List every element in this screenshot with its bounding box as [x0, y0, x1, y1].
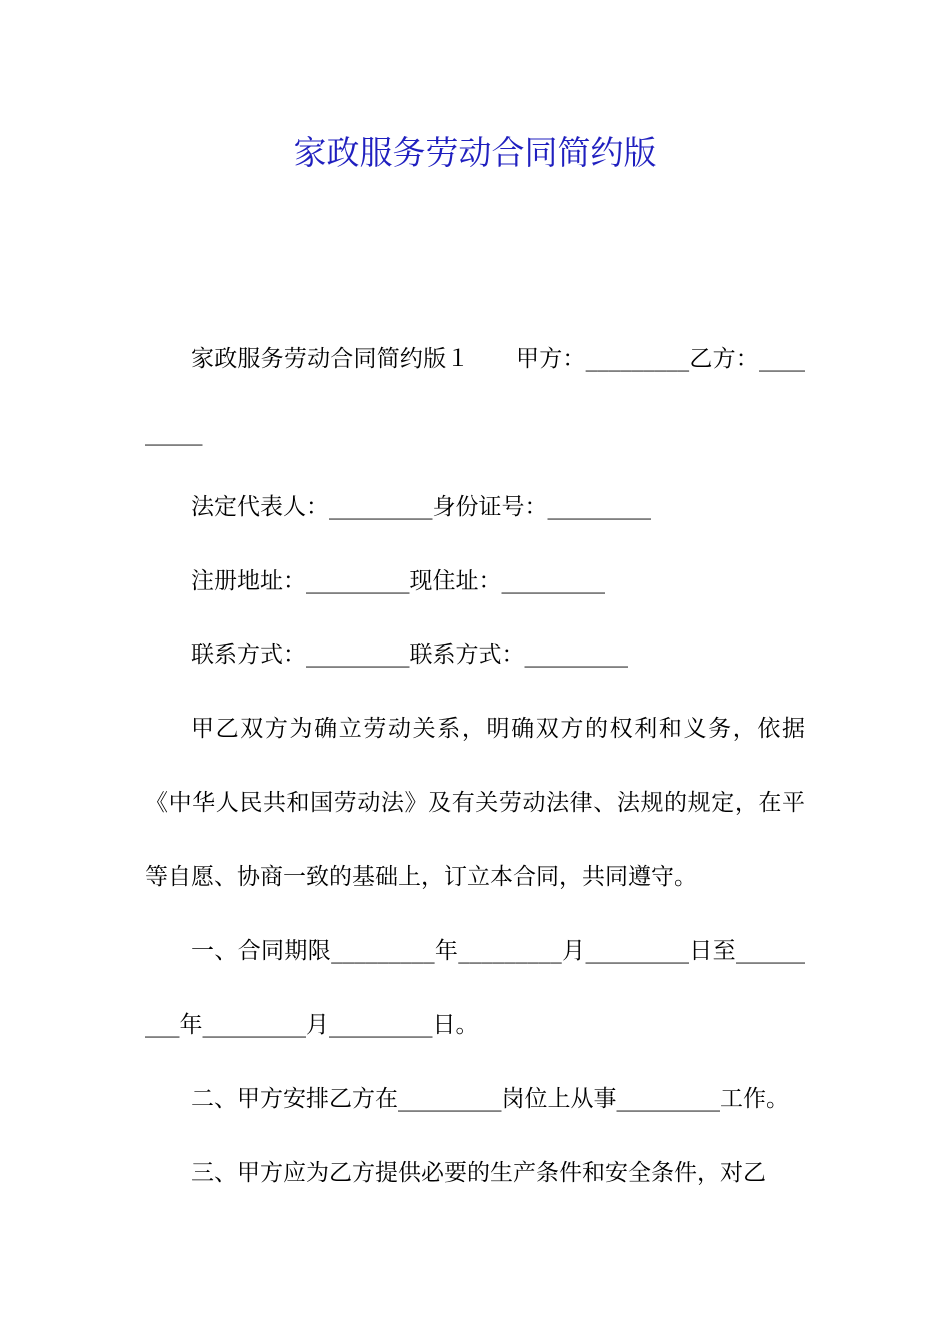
page-title: 家政服务劳动合同简约版 [293, 133, 657, 172]
paragraph-parties: 家政服务劳动合同简约版１ 甲方：_________乙方：_________ [145, 346, 805, 446]
paragraph-position: 二、甲方安排乙方在_________岗位上从事_________工作。 [191, 1086, 789, 1112]
paragraph-legal-representative: 法定代表人：_________身份证号：_________ [191, 494, 651, 520]
paragraph-conditions: 三、甲方应为乙方提供必要的生产条件和安全条件，对乙 [191, 1160, 766, 1186]
paragraph-preamble: 甲乙双方为确立劳动关系，明确双方的权利和义务，依据《中华人民共和国劳动法》及有关劳动法律、法规的规定，在平等自愿、协商一致的基础上，订立本合同，共同遵守。 [145, 716, 805, 890]
paragraph-contact: 联系方式：_________联系方式：_________ [191, 642, 628, 668]
contract-body [145, 322, 805, 1210]
paragraph-term: 一、合同期限_________年_________月_________日至_________年_________月_________日。 [145, 938, 805, 1038]
paragraph-address: 注册地址：_________现住址：_________ [191, 568, 605, 594]
